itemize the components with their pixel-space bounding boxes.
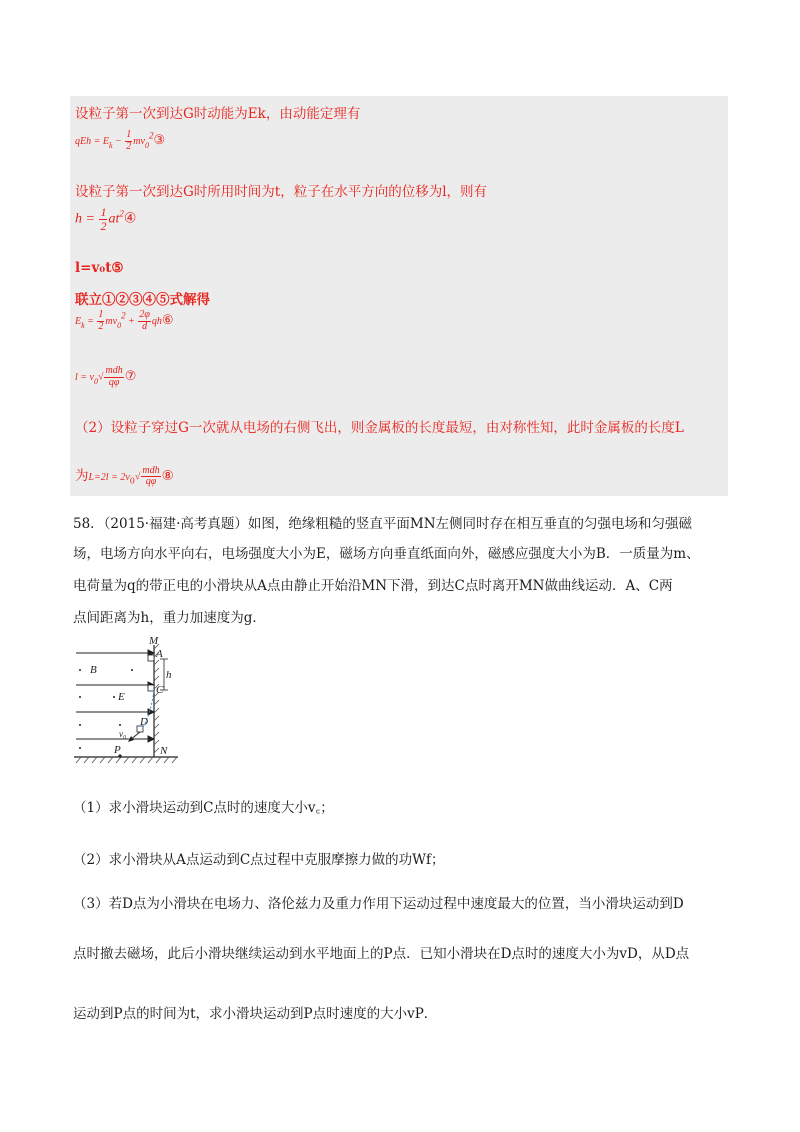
label-C: C: [156, 684, 164, 696]
question-1: （1）求小滑块运动到C点时的速度大小v꜀；: [73, 800, 334, 816]
solution-line-1: 设粒子第一次到达G时动能为Ek，由动能定理有: [75, 106, 361, 122]
equation-7: $l = v_0√$ $\frac{\text{mdh}}{q\varphi}$ ⑦: [75, 365, 137, 388]
label-v0: v₀: [119, 729, 127, 739]
label-D: D: [140, 716, 148, 728]
label-A: A: [156, 648, 163, 660]
question-3-line-3: 运动到P点的时间为t，求小滑块运动到P点时速度的大小vP．: [73, 1006, 438, 1022]
solution-line-2: 设粒子第一次到达G时所用时间为t，粒子在水平方向的位移为l，则有: [75, 184, 488, 200]
question-2: （2）求小滑块从A点运动到C点过程中克服摩擦力做的功Wf；: [73, 852, 445, 868]
physics-figure: [70, 633, 210, 768]
equation-3: qEh = $E_k$ − $\frac{1}{2}$ $mv_0^2③$: [75, 129, 166, 152]
label-h: h: [166, 669, 172, 681]
equation-8: 为$L=2l = 2v_0√$ $\frac{\text{mdh}}{q\varphi}$ ⑧: [75, 464, 174, 487]
solution-line-3: 联立①②③④⑤式解得: [75, 292, 210, 308]
label-N: N: [160, 745, 168, 757]
equation-6: $E_k$ = $\frac{1}{2}$ $mv_0^2$ + $\frac{2\varphi}{d}$ qh⑥: [75, 309, 174, 332]
question-3-line-1: （3）若D点为小滑块在电场力、洛伦兹力及重力作用下运动过程中速度最大的位置，当小滑块运动到D: [73, 896, 684, 912]
equation-5: l=v₀t⑤: [75, 260, 124, 276]
label-B: B: [90, 664, 97, 676]
problem-line-4: 点间距离为h，重力加速度为g．: [73, 610, 266, 626]
problem-line-1: 58．（2015·福建·高考真题）如图，绝缘粗糙的竖直平面MN左侧同时存在相互垂直的匀强电场和匀强磁: [73, 516, 693, 532]
label-M: M: [149, 635, 159, 647]
solution-block: [70, 96, 728, 496]
problem-line-2: 场，电场方向水平向右，电场强度大小为E，磁场方向垂直纸面向外，磁感应强度大小为B．一质量为m、: [73, 546, 700, 562]
label-P: P: [114, 744, 121, 756]
equation-4: h = $\frac{1}{2}$ $at^2④$: [75, 205, 137, 233]
label-E: E: [118, 691, 125, 703]
problem-line-3: 电荷量为q的带正电的小滑块从A点由静止开始沿MN下滑，到达C点时离开MN做曲线运动．A、C两: [73, 578, 673, 594]
question-3-line-2: 点时撤去磁场，此后小滑块继续运动到水平地面上的P点．已知小滑块在D点时的速度大小为vD，从D点: [73, 946, 690, 962]
solution-line-4: （2）设粒子穿过G一次就从电场的右侧飞出，则金属板的长度最短，由对称性知，此时金属板的长度L: [75, 420, 684, 436]
